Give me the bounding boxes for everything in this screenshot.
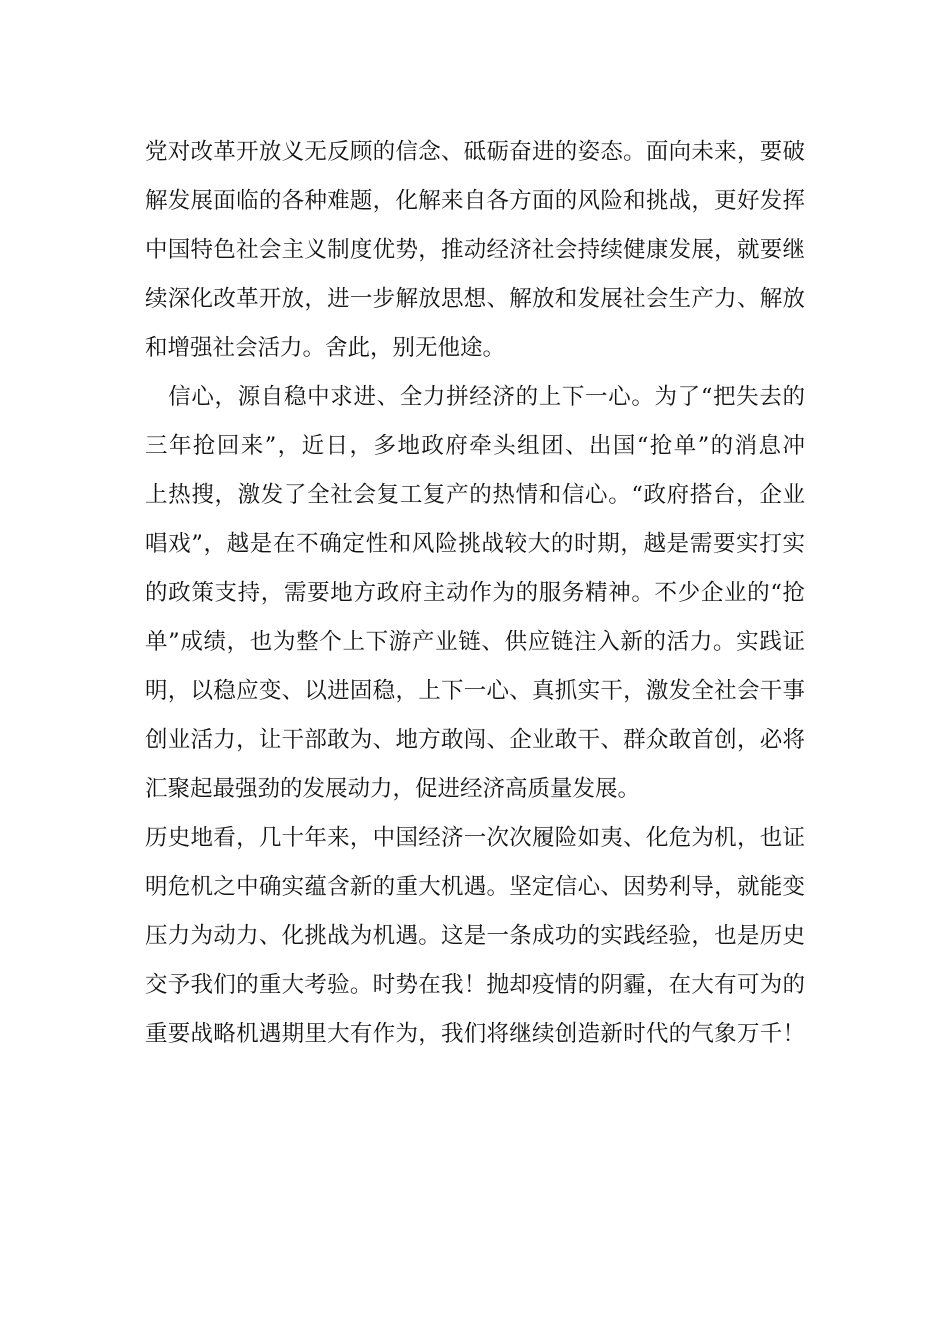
text-line: 创业活力，让干部敢为、地方敢闯、企业敢干、群众敢首创，必将 — [145, 727, 805, 753]
text-line: 的政策支持，需要地方政府主动作为的服务精神。不少企业的“抢 — [145, 580, 805, 606]
text-line: 续深化改革开放，进一步解放思想、解放和发展社会生产力、解放 — [145, 286, 805, 312]
text-line: 党对改革开放义无反顾的信念、砥砺奋进的姿态。面向未来，要破 — [145, 139, 805, 165]
text-line: 汇聚起最强劲的发展动力，促进经济高质量发展。 — [145, 776, 641, 802]
text-line: 历史地看，几十年来，中国经济一次次履险如夷、化危为机，也证 — [145, 825, 805, 851]
text-line: 明，以稳应变、以进固稳，上下一心、真抓实干，激发全社会干事 — [145, 678, 805, 704]
text-line: 单”成绩，也为整个上下游产业链、供应链注入新的活力。实践证 — [145, 629, 805, 655]
text-line: 中国特色社会主义制度优势，推动经济社会持续健康发展，就要继 — [145, 237, 805, 263]
text-line: 信心，源自稳中求进、全力拼经济的上下一心。为了“把失去的 — [145, 384, 805, 410]
text-line: 上热搜，激发了全社会复工复产的热情和信心。“政府搭台，企业 — [145, 482, 805, 508]
text-line: 明危机之中确实蕴含新的重大机遇。坚定信心、因势利导，就能变 — [145, 874, 805, 900]
text-line: 交予我们的重大考验。时势在我！抛却疫情的阴霾，在大有可为的 — [145, 972, 805, 998]
text-line: 压力为动力、化挑战为机遇。这是一条成功的实践经验，也是历史 — [145, 923, 805, 949]
text-line: 解发展面临的各种难题，化解来自各方面的风险和挑战，更好发挥 — [145, 188, 805, 214]
text-line: 唱戏”，越是在不确定性和风险挑战较大的时期，越是需要实打实 — [145, 531, 805, 557]
text-line: 重要战略机遇期里大有作为，我们将继续创造新时代的气象万千！ — [145, 1021, 805, 1047]
text-line: 三年抢回来”，近日，多地政府牵头组团、出国“抢单”的消息冲 — [145, 433, 805, 459]
text-line: 和增强社会活力。舍此，别无他途。 — [145, 335, 506, 361]
